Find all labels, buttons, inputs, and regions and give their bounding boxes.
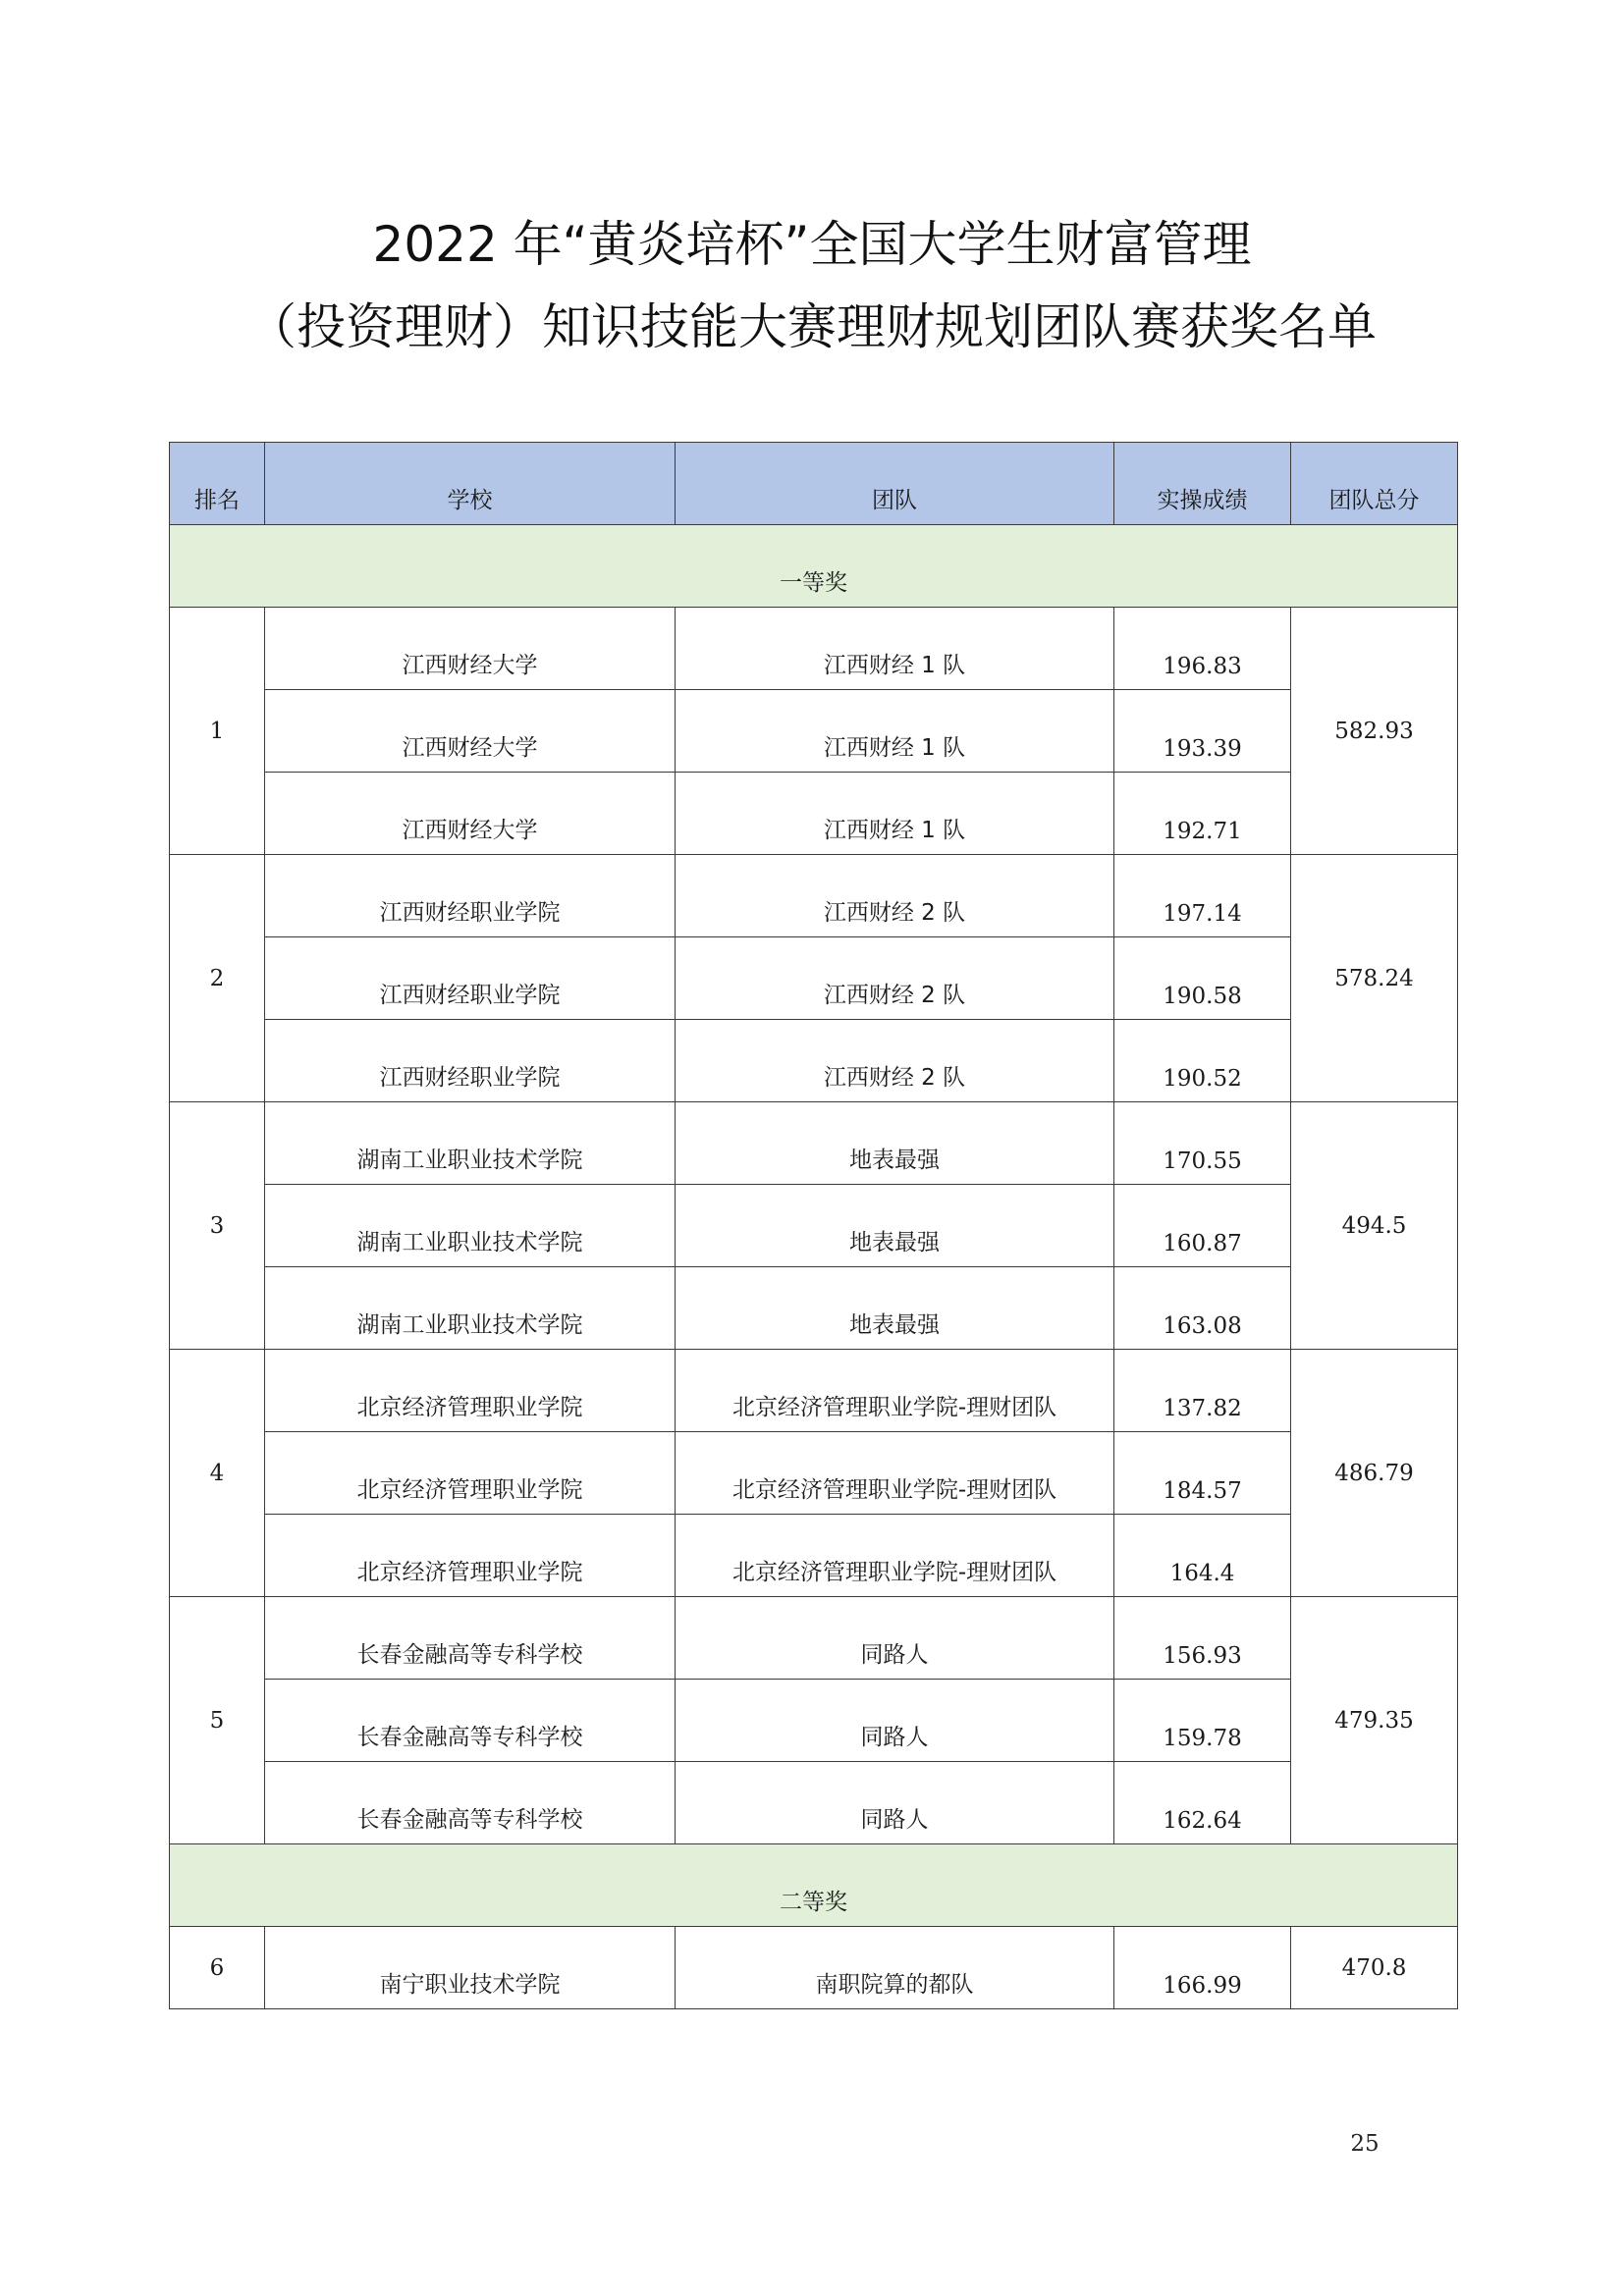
- document-title-line-2: （投资理财）知识技能大赛理财规划团队赛获奖名单: [247, 298, 1377, 355]
- table-row: [170, 1927, 1458, 2009]
- team-cell: 同路人: [676, 1762, 1114, 1844]
- table-header-row: [170, 443, 1458, 525]
- awards-table: [169, 442, 1458, 2009]
- table-row: [170, 608, 1458, 690]
- team-total-cell: 494.5: [1291, 1102, 1458, 1350]
- team-cell: 江西财经 1 队: [676, 608, 1114, 690]
- team-cell: 同路人: [676, 1597, 1114, 1680]
- rank-cell: 1: [170, 608, 265, 855]
- score-cell: 170.55: [1114, 1102, 1291, 1185]
- rank-cell: 3: [170, 1102, 265, 1350]
- score-cell: 193.39: [1114, 690, 1291, 773]
- score-cell: 190.52: [1114, 1020, 1291, 1102]
- rank-cell: 2: [170, 855, 265, 1102]
- header-score: 实操成绩: [1114, 443, 1291, 525]
- table-row: [170, 1350, 1458, 1432]
- team-total-cell: 582.93: [1291, 608, 1458, 855]
- school-cell: 湖南工业职业技术学院: [265, 1267, 676, 1350]
- team-total-cell: 486.79: [1291, 1350, 1458, 1597]
- header-team: 团队: [676, 443, 1114, 525]
- team-cell: 地表最强: [676, 1102, 1114, 1185]
- table-row: [170, 855, 1458, 937]
- team-cell: 北京经济管理职业学院-理财团队: [676, 1432, 1114, 1515]
- school-cell: 长春金融高等专科学校: [265, 1762, 676, 1844]
- rank-cell: 4: [170, 1350, 265, 1597]
- team-cell: 江西财经 2 队: [676, 937, 1114, 1020]
- school-cell: 长春金融高等专科学校: [265, 1680, 676, 1762]
- score-cell: 156.93: [1114, 1597, 1291, 1680]
- team-cell: 地表最强: [676, 1185, 1114, 1267]
- table-row: [170, 1185, 1458, 1267]
- team-cell: 江西财经 1 队: [676, 773, 1114, 855]
- table-row: [170, 1597, 1458, 1680]
- school-cell: 江西财经大学: [265, 690, 676, 773]
- school-cell: 北京经济管理职业学院: [265, 1350, 676, 1432]
- score-cell: 164.4: [1114, 1515, 1291, 1597]
- school-cell: 北京经济管理职业学院: [265, 1432, 676, 1515]
- team-total-cell: 479.35: [1291, 1597, 1458, 1844]
- table-row: [170, 773, 1458, 855]
- school-cell: 江西财经职业学院: [265, 855, 676, 937]
- school-cell: 江西财经大学: [265, 608, 676, 690]
- table-row: [170, 1267, 1458, 1350]
- score-cell: 163.08: [1114, 1267, 1291, 1350]
- table-row: [170, 1102, 1458, 1185]
- school-cell: 南宁职业技术学院: [265, 1927, 676, 2009]
- award-tier-label: 二等奖: [170, 1844, 1458, 1927]
- table-row: [170, 1432, 1458, 1515]
- team-cell: 江西财经 2 队: [676, 855, 1114, 937]
- team-cell: 同路人: [676, 1680, 1114, 1762]
- page-number: 25: [1350, 2131, 1380, 2157]
- score-cell: 192.71: [1114, 773, 1291, 855]
- team-total-cell: 578.24: [1291, 855, 1458, 1102]
- team-total-cell: 470.8: [1291, 1927, 1458, 2009]
- team-cell: 北京经济管理职业学院-理财团队: [676, 1515, 1114, 1597]
- award-tier-row: [170, 1844, 1458, 1927]
- team-cell: 江西财经 1 队: [676, 690, 1114, 773]
- rank-cell: 6: [170, 1927, 265, 2009]
- score-cell: 166.99: [1114, 1927, 1291, 2009]
- table-row: [170, 1680, 1458, 1762]
- score-cell: 190.58: [1114, 937, 1291, 1020]
- score-cell: 162.64: [1114, 1762, 1291, 1844]
- school-cell: 长春金融高等专科学校: [265, 1597, 676, 1680]
- team-cell: 江西财经 2 队: [676, 1020, 1114, 1102]
- table-row: [170, 1515, 1458, 1597]
- team-cell: 北京经济管理职业学院-理财团队: [676, 1350, 1114, 1432]
- award-tier-row: [170, 525, 1458, 608]
- school-cell: 江西财经职业学院: [265, 1020, 676, 1102]
- table-row: [170, 690, 1458, 773]
- score-cell: 160.87: [1114, 1185, 1291, 1267]
- score-cell: 197.14: [1114, 855, 1291, 937]
- table-row: [170, 1020, 1458, 1102]
- score-cell: 184.57: [1114, 1432, 1291, 1515]
- header-total: 团队总分: [1291, 443, 1458, 525]
- header-rank: 排名: [170, 443, 265, 525]
- score-cell: 137.82: [1114, 1350, 1291, 1432]
- school-cell: 江西财经大学: [265, 773, 676, 855]
- document-title-line-1: 2022 年“黄炎培杯”全国大学生财富管理: [372, 216, 1252, 273]
- table-row: [170, 1762, 1458, 1844]
- score-cell: 159.78: [1114, 1680, 1291, 1762]
- award-tier-label: 一等奖: [170, 525, 1458, 608]
- team-cell: 地表最强: [676, 1267, 1114, 1350]
- header-school: 学校: [265, 443, 676, 525]
- school-cell: 江西财经职业学院: [265, 937, 676, 1020]
- school-cell: 湖南工业职业技术学院: [265, 1185, 676, 1267]
- team-cell: 南职院算的都队: [676, 1927, 1114, 2009]
- school-cell: 北京经济管理职业学院: [265, 1515, 676, 1597]
- school-cell: 湖南工业职业技术学院: [265, 1102, 676, 1185]
- awards-table-body: [170, 525, 1458, 2009]
- rank-cell: 5: [170, 1597, 265, 1844]
- score-cell: 196.83: [1114, 608, 1291, 690]
- table-row: [170, 937, 1458, 1020]
